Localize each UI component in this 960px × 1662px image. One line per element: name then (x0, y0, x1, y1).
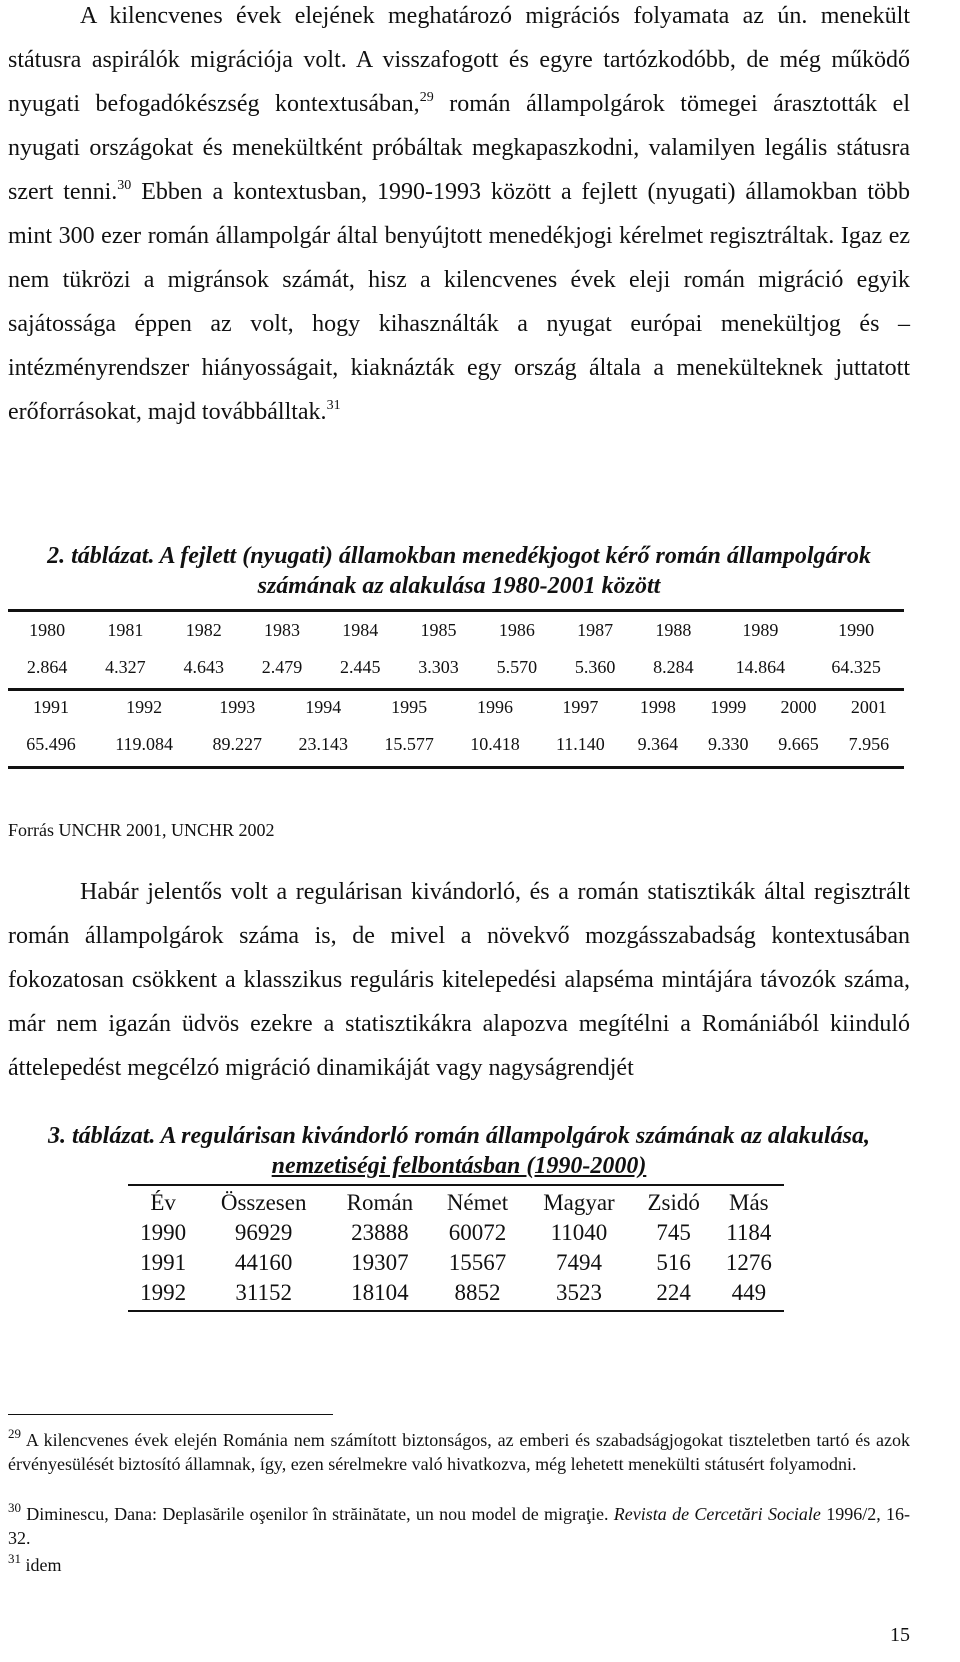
column-header: Román (346, 1190, 414, 1215)
table-cell: 2001 (850, 697, 887, 717)
body-paragraph-1 (8, 0, 910, 434)
table-cell: 1985 (420, 620, 457, 640)
table-cell: 31152 (235, 1280, 292, 1305)
table-cell: 1990 (838, 620, 875, 640)
table-cell: 4.643 (183, 657, 224, 677)
table3 (128, 1188, 784, 1308)
table-cell: 14.864 (735, 657, 786, 677)
table-cell: 9.665 (778, 734, 819, 754)
footnote-31 (8, 1553, 910, 1577)
table-cell: 1995 (391, 697, 428, 717)
table-cell: 1994 (305, 697, 342, 717)
table-rule (128, 1184, 784, 1186)
footnote-number: 29 (8, 1426, 21, 1441)
table-cell: 4.327 (105, 657, 146, 677)
table-cell: 1992 (140, 1280, 187, 1305)
footnote-text: Diminescu, Dana: Deplasările oşenilor în străinătate, un nou model de migraţie. (26, 1504, 609, 1524)
table-cell: 96929 (234, 1220, 293, 1245)
footnote-number: 31 (8, 1551, 21, 1566)
table-cell: 8.284 (653, 657, 694, 677)
table-cell: 1998 (639, 697, 676, 717)
page-number: 15 (890, 1624, 910, 1646)
table-cell: 19307 (351, 1250, 409, 1275)
table-cell: 1999 (710, 697, 747, 717)
table-cell: 1988 (655, 620, 692, 640)
table-cell: 745 (656, 1220, 691, 1245)
column-header: Összesen (220, 1190, 307, 1215)
paragraph-text: Ebben a kontextusban, 1990-1993 között a fejlett (nyugati) államokban több mint 300 ezer román állampolgár által benyújtott menedékjogi kérelmet regisztráltak. Igaz ez nem tükrözi a migránsok számát, hisz a kilencvenes évek eleji román migráció egyik sajátossága éppen az volt, hogy kihasználták a nyugat európai menekültjog és – intézményrendszer hiányosságait, kiaknázták egy ország általa a menekülteknek juttatott erőforrásokat, majd továbbálltak. (8, 179, 911, 425)
column-header: Zsidó (647, 1190, 700, 1215)
table-cell: 23888 (351, 1220, 409, 1245)
footnote-journal: Revista de Cercetări Sociale (613, 1504, 821, 1524)
table-cell: 15567 (448, 1250, 507, 1275)
footnote-text: 1996/2, 16-32. (8, 1504, 911, 1548)
table-cell: 1997 (562, 697, 599, 717)
table-cell: 9.330 (707, 734, 749, 754)
table-cell: 1992 (126, 697, 163, 717)
table-cell: 224 (656, 1280, 691, 1305)
table-cell: 1184 (726, 1220, 772, 1245)
table2-source: Forrás UNCHR 2001, UNCHR 2002 (8, 820, 275, 840)
table-cell: 1990 (140, 1220, 187, 1245)
paragraph-text: A kilencvenes évek elejének meghatározó migrációs folyamata az ún. menekült státusra aspirálók migrációja volt. A visszafogott és egyre tartózkodóbb, de még működő nyugati befogadókészség kontextusában, (8, 3, 910, 117)
table-cell: 1982 (185, 620, 222, 640)
table-cell: 2000 (780, 697, 817, 717)
table-cell: 1983 (263, 620, 300, 640)
table-rule (128, 1310, 784, 1312)
table-cell: 11040 (550, 1220, 608, 1245)
footnote-ref[interactable]: 30 (117, 178, 132, 193)
table-cell: 89.227 (212, 734, 263, 754)
table-cell: 7494 (555, 1250, 602, 1275)
table-cell: 1986 (498, 620, 535, 640)
table-cell: 65.496 (26, 734, 76, 754)
table-cell: 2.445 (340, 657, 381, 677)
footnote-separator (8, 1414, 333, 1415)
table-cell: 1987 (577, 620, 614, 640)
footnote-ref[interactable]: 31 (326, 398, 341, 413)
table-rule (8, 766, 904, 769)
table-row (128, 1248, 784, 1278)
table-cell: 2.479 (261, 657, 303, 677)
table-cell: 1991 (140, 1250, 187, 1275)
column-header: Német (446, 1190, 509, 1215)
table-cell: 3523 (555, 1280, 602, 1305)
table-header-row (128, 1188, 784, 1218)
table-cell: 3.303 (418, 657, 459, 677)
table-cell: 1991 (32, 697, 69, 717)
table-cell: 449 (731, 1280, 767, 1305)
table-cell: 60072 (448, 1220, 507, 1245)
table3-label: 3. táblázat. (48, 1123, 156, 1149)
table-cell: 9.364 (637, 734, 679, 754)
table2-block2 (8, 689, 904, 763)
footnote-29 (8, 1428, 910, 1476)
table-cell: 1984 (342, 620, 379, 640)
table-cell: 119.084 (115, 734, 174, 754)
footnote-text: idem (25, 1555, 62, 1575)
table-row (128, 1278, 784, 1308)
table-cell: 8852 (454, 1280, 501, 1305)
footnote-30 (8, 1502, 910, 1550)
footnote-ref[interactable]: 29 (419, 90, 434, 105)
table-cell: 7.956 (848, 734, 890, 754)
table-cell: 1981 (107, 620, 144, 640)
column-header: Magyar (543, 1190, 615, 1215)
table-row (8, 726, 904, 763)
footnote-number: 30 (8, 1500, 21, 1515)
column-header: Év (150, 1190, 176, 1215)
table-cell: 18104 (351, 1280, 409, 1305)
table-row (8, 649, 904, 686)
table-cell: 23.143 (298, 734, 348, 754)
column-header: Más (729, 1190, 769, 1215)
table-cell: 1996 (477, 697, 514, 717)
table-cell: 64.325 (831, 657, 881, 677)
table-cell: 516 (656, 1250, 691, 1275)
table2-label: 2. táblázat. (47, 543, 155, 569)
table-cell: 1276 (725, 1250, 772, 1275)
table2-block1 (8, 612, 904, 686)
table-cell: 15.577 (384, 734, 434, 754)
table-cell: 11.140 (555, 734, 605, 754)
table-cell: 5.570 (496, 657, 538, 677)
table-cell: 10.418 (470, 734, 520, 754)
table3-title-line1: A regulárisan kivándorló román állampolgárok számának az alakulása, (160, 1123, 870, 1149)
table-cell: 1989 (742, 620, 779, 640)
table-cell: 5.360 (574, 657, 616, 677)
table3-title-line2: nemzetiségi felbontásban (1990-2000) (271, 1153, 647, 1179)
body-paragraph-2 (8, 870, 910, 1090)
table3-caption (8, 1121, 910, 1181)
table-cell: 1980 (29, 620, 66, 640)
paragraph-text: román állampolgárok tömegei árasztották el nyugati országokat és menekültként próbáltak megkapaszkodni, valamilyen legális státusra szert tenni. (8, 91, 910, 205)
footnote-text: A kilencvenes évek elején Románia nem számított biztonságos, az emberi és szabadságjogokat tiszteletben tartó és azok érvényesülését biztosító államnak, így, ezen sérelmekre való hivatkozva, még lehetett menekülti státusért folyamodni. (8, 1430, 910, 1474)
table-row (128, 1218, 784, 1248)
table-cell: 44160 (234, 1250, 293, 1275)
table2-title: A fejlett (nyugati) államokban menedékjogot kérő román állampolgárok számának az alakulása 1980-2001 között (159, 543, 871, 599)
table-row (8, 612, 904, 649)
table-row (8, 689, 904, 726)
table2-caption (8, 541, 910, 601)
table-cell: 2.864 (26, 657, 68, 677)
paragraph-text: Habár jelentős volt a regulárisan kivándorló, és a román statisztikák által regisztrált román állampolgárok száma is, de mivel a növekvő mozgásszabadság kontextusában fokozatosan csökkent a klasszikus reguláris kitelepedési alapséma mintájára távozók száma, már nem igazán üdvös ezekre a statisztikákra alapozva megítélni a Romániából kiinduló áttelepedést megcélzó migráció dinamikáját vagy nagyságrendjét (8, 879, 910, 1081)
table-cell: 1993 (219, 697, 256, 717)
